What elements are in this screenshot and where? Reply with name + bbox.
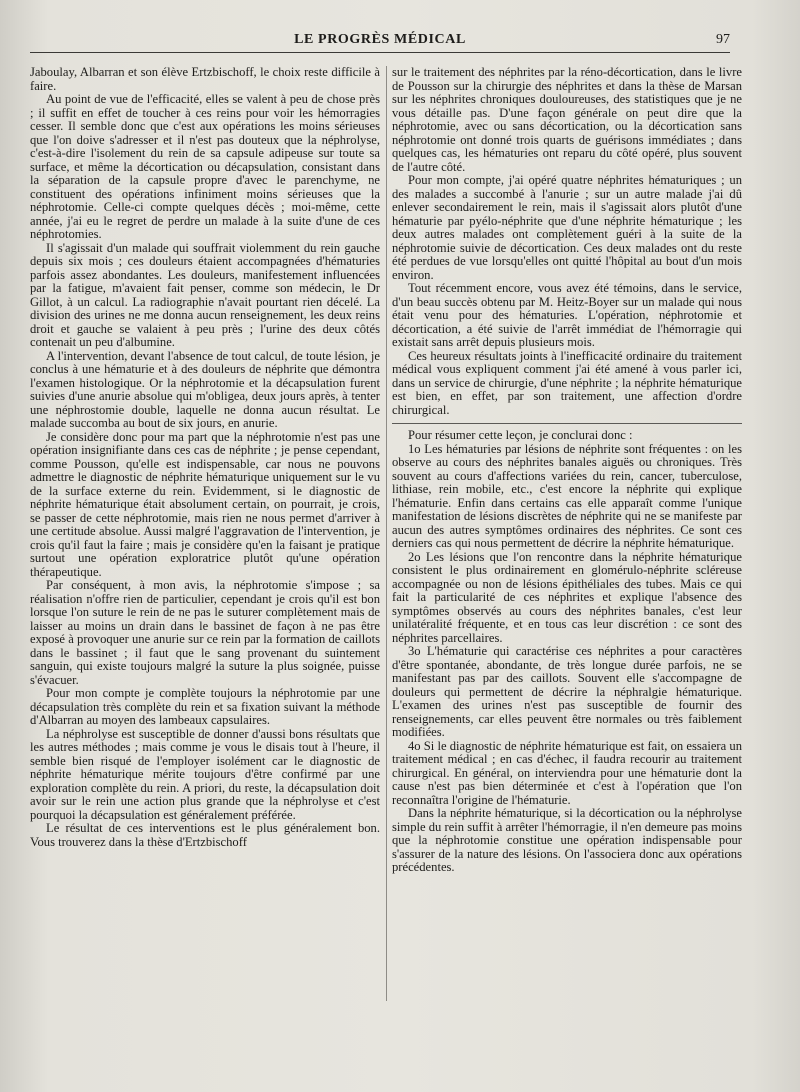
paragraph: Par conséquent, à mon avis, la néphrotomie s'impose ; sa réalisation n'offre rien de particulier, cependant je crois qu'il est bon lorsque l'on suture le rein de ne pas le suturer complètement mais de laisser au moins un drain dans le bassinet de façon à ne pas être exposé à provoquer une anurie sur ce rein par la formation de caillots dans le bassinet ; il faut que le sang provenant du suintement sanguin, qui existe toujours malgré la suture la plus soignée, puisse s'évacuer. bbox=[30, 578, 380, 687]
paragraph: Au point de vue de l'efficacité, elles se valent à peu de chose près ; il suffit en effet de toucher à ces reins pour voir les hémorragies cesser. Il semble donc que c'est aux opérations les moins sérieuses que l'on doive s'adresser et il n'est pas douteux que la néphrolyse, c'est-à-dire l'isolement du rein de sa capsule adipeuse sur toute sa surface, et même la décortication ou décapsulation, consistant dans la séparation de la capsule propre d'avec le parenchyme, ne constituent des opérations infiniment moins sérieuses que la néphrotomie. Celle-ci compte quelques décès ; moi-même, cette année, j'ai eu le regret de perdre un malade à la suite d'une de ces néphrotomies. bbox=[30, 92, 380, 241]
paragraph: A l'intervention, devant l'absence de tout calcul, de toute lésion, je conclus à une hématurie et à des douleurs de néphrite que démontra l'examen histologique. Or la néphrotomie et la décapsulation furent suivies d'une anurie absolue qui m'obligea, deux jours après, à tenter une néphrostomie double, laquelle ne donna aucun résultat. Le malade succomba au bout de six jours, en anurie. bbox=[30, 348, 380, 430]
paragraph: Pour mon compte je complète toujours la néphrotomie par une décapsulation très complète du rein et sa fixation suivant la méthode d'Albarran au moyen des lambeaux capsulaires. bbox=[30, 686, 380, 727]
paragraph: Pour mon compte, j'ai opéré quatre néphrites hématuriques ; un des malades a succombé à l'anurie ; sur un autre malade j'ai dû enlever secondairement le rein, mais il s'agissait alors plutôt d'une hématurie par pyélo-néphrite que d'une néphrite hématurique ; les deux autres malades ont complètement guéri à la suite de la néphrotomie suivie de décortication. Ces deux malades ont du reste été perdues de vue lorsqu'elles ont quitté l'hôpital au bout d'un mois environ. bbox=[392, 173, 742, 282]
paragraph: Je considère donc pour ma part que la néphrotomie n'est pas une opération insignifiante dans ces cas de néphrite ; je pense cependant, comme Pousson, qu'elle est indispensable, car nous ne pouvons admettre le diagnostic de néphrite hématurique uniquement sur le vu de la surface externe du rein. Evidemment, si le diagnostic de néphrite hématurique était absolument certain, on pourrait, je crois, se passer de cette néphrotomie, mais rien ne nous permet d'arriver à une certitude absolue. Aussi malgré l'aggravation de l'intervention, je crois qu'il faut la faire ; mais je considère qu'en la faisant je pratique surtout une opération exploratrice plutôt qu'une opération thérapeutique. bbox=[30, 429, 380, 579]
paragraph: Tout récemment encore, vous avez été témoins, dans le service, d'un beau succès obtenu par M. Heitz-Boyer sur un malade qui nous était venu pour des hématuries. L'opération, néphrotomie et décortication, a été suivie de l'arrêt immédiat de l'hémorragie qui existait sans arrêt depuis plusieurs mois. bbox=[392, 281, 742, 349]
column-divider bbox=[386, 66, 387, 1001]
paragraph: Il s'agissait d'un malade qui souffrait violemment du rein gauche depuis six mois ; ces douleurs étaient accompagnées d'hématuries parfois assez abondantes. Les douleurs, manifestement influencées par la fatigue, m'avaient fait penser, comme son médecin, le Dr Gillot, à un calcul. La radiographie n'avait pourtant rien décelé. La division des urines ne me donna aucun renseignement, les deux reins droit et gauche se valaient à peu près ; l'urine des deux côtés contenait un peu d'albumine. bbox=[30, 240, 380, 349]
paragraph: Dans la néphrite hématurique, si la décortication ou la néphrolyse simple du rein suffit à arrêter l'hémorragie, il n'en demeure pas moins que la néphrotomie constitue une opération indispensable pour s'assurer de la nature des lésions. On l'associera donc aux opérations précédentes. bbox=[392, 806, 742, 874]
page-header bbox=[30, 30, 730, 53]
running-title: LE PROGRÈS MÉDICAL bbox=[294, 32, 466, 47]
paragraph: Jaboulay, Albarran et son élève Ertzbischoff, le choix reste difficile à faire. bbox=[30, 65, 380, 93]
section-rule bbox=[392, 423, 742, 424]
paragraph: Pour résumer cette leçon, je conclurai donc : bbox=[408, 428, 633, 442]
conclusion-item: 1o Les hématuries par lésions de néphrite sont fréquentes : on les observe au cours des néphrites banales aiguës ou chroniques. Très souvent au cours d'affections variées du rein, cancer, tuberculose, lithiase, rein mobile, etc., c'est encore la néphrite qui explique l'hématurie. Enfin dans certains cas elle apparaît comme l'unique manifestation de lésions discrètes de néphrite qui ne se manifeste par aucun des autres symptômes ordinaires des néphrites. Ce sont ces derniers cas qui nous permettent de décrire la néphrite hématurique. bbox=[392, 441, 742, 550]
left-column bbox=[30, 66, 380, 849]
paragraph: Ces heureux résultats joints à l'inefficacité ordinaire du traitement médical vous expliquent comment j'ai été amené à vous parler ici, dans un service de chirurgie, d'une néphrite ; la néphrite hématurique est bien, en effet, par son traitement, une affection d'ordre chirurgical. bbox=[392, 348, 742, 417]
conclusion-item: 4o Si le diagnostic de néphrite hématurique est fait, on essaiera un traitement médical ; en cas d'échec, il faudra recourir au traitement chirurgical. En général, on interviendra pour une hématurie dont la cause n'est pas bien déterminée et c'est à l'opération que l'on reconnaîtra l'origine de l'hématurie. bbox=[392, 738, 742, 807]
paragraph: sur le traitement des néphrites par la réno-décortication, dans le livre de Pousson sur la chirurgie des néphrites et dans la thèse de Marsan sur les néphrites chroniques douloureuses, des statistiques que je ne vous détaille pas. D'une façon générale on peut dire que la néphrotomie, avec ou sans décortication, ou la décortication sans néphrotomie ont donné trois quarts de guérisons immédiates ; dans quelques cas, les hématuries ont reparu du côté opéré, plus souvent de l'autre côté. bbox=[392, 65, 742, 174]
conclusion-item: 2o Les lésions que l'on rencontre dans la néphrite hématurique consistent le plus ordinairement en glomérulo-néphrite scléreuse accompagnée ou non de lésions épithéliales des tubes. Mais ce qui fait la particularité de ces néphrites et explique l'absence des symptômes observés au cours des néphrites banales, c'est leur unilatéralité fréquente, et en tous cas leur discrétion : ce sont des néphrites parcellaires. bbox=[392, 549, 742, 645]
page-number: 97 bbox=[716, 32, 730, 47]
right-column bbox=[392, 66, 742, 875]
paragraph: Le résultat de ces interventions est le plus généralement bon. Vous trouverez dans la thèse d'Ertzbischoff bbox=[30, 821, 380, 849]
conclusion-item: 3o L'hématurie qui caractérise ces néphrites a pour caractères d'être spontanée, abondante, de très longue durée parfois, ne se manifestant pas par des caillots. Souvent elle s'accompagne de douleurs qui permettent de décrire la néphralgie hématurique. L'examen des urines n'est pas susceptible de fournir des renseignements, car elles peuvent être normales ou très faiblement modifiées. bbox=[392, 644, 742, 739]
paragraph: La néphrolyse est susceptible de donner d'aussi bons résultats que les autres méthodes ; mais comme je vous le disais tout à l'heure, il semble bien risqué de l'employer isolément car le diagnostic de néphrite hématurique mérite toujours d'être confirmé par une exploration complète du rein. A priori, du reste, la décapsulation doit avoir sur le rein une action plus grande que la néphrolyse et c'est pourquoi la décapsulation est généralement préférée. bbox=[30, 726, 380, 822]
